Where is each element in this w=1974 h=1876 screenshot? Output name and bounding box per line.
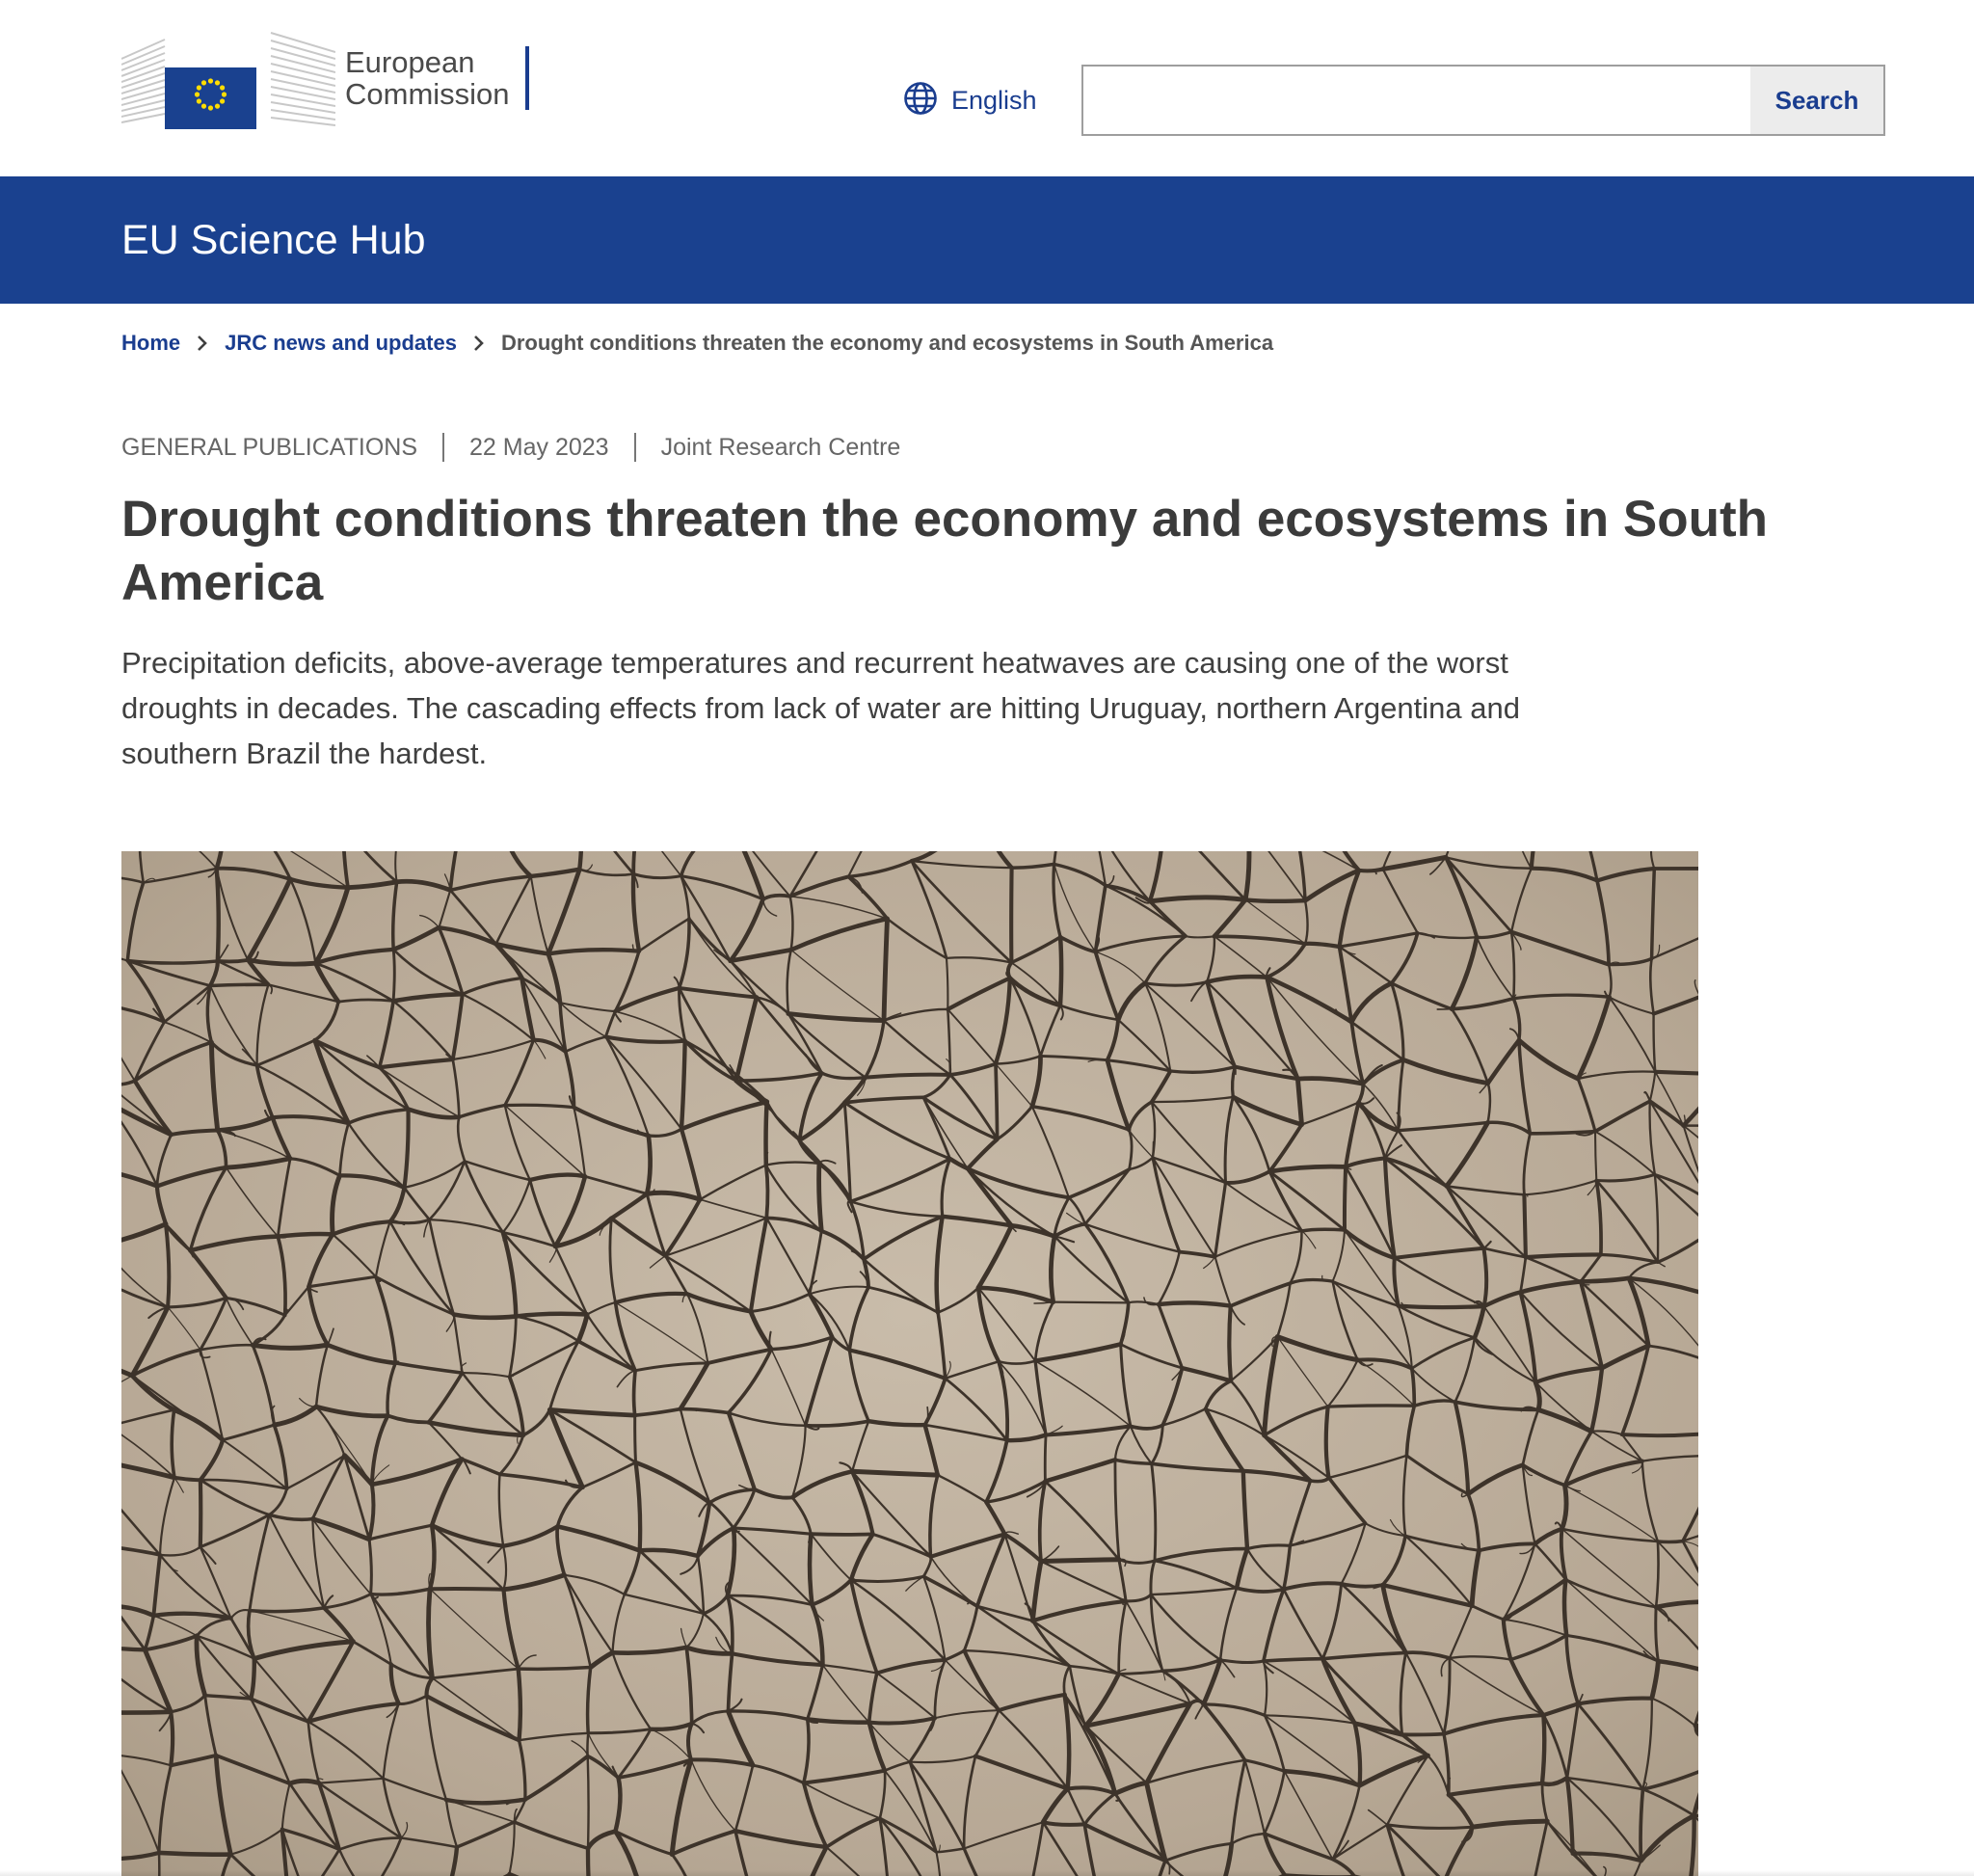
meta-divider bbox=[442, 433, 444, 462]
article-lead: Precipitation deficits, above-average temperatures and recurrent heatwaves are causing one of the worst droughts in decades. The cascading effects from lack of water are hitting Uruguay, northern Argentina and southern Brazil the hardest. bbox=[121, 646, 1520, 770]
soil-crack bbox=[1399, 1306, 1484, 1307]
chevron-right-icon bbox=[472, 334, 486, 353]
article-category: GENERAL PUBLICATIONS bbox=[121, 433, 418, 461]
soil-crack bbox=[1153, 1142, 1154, 1158]
soil-crack bbox=[121, 1712, 171, 1713]
article-meta bbox=[121, 432, 900, 463]
site-name[interactable]: EU Science Hub bbox=[121, 216, 426, 263]
breadcrumb-jrc-news[interactable]: JRC news and updates bbox=[225, 331, 457, 355]
search-button[interactable]: Search bbox=[1750, 67, 1883, 134]
soil-crack bbox=[1542, 1715, 1544, 1783]
soil-crack bbox=[430, 1589, 503, 1590]
soil-crack bbox=[1302, 1229, 1346, 1231]
breadcrumb-home[interactable]: Home bbox=[121, 331, 181, 355]
language-selector[interactable] bbox=[903, 81, 1037, 120]
soil-crack bbox=[503, 1232, 504, 1240]
soil-crack bbox=[1054, 1302, 1129, 1303]
soil-crack bbox=[516, 1314, 587, 1317]
hero-image-cracked-soil bbox=[121, 851, 1698, 1876]
search-input[interactable] bbox=[1083, 67, 1750, 134]
logo-line-2: Commission bbox=[345, 77, 510, 111]
soil-crack bbox=[1658, 1541, 1683, 1542]
soil-crack bbox=[210, 984, 268, 985]
soil-crack bbox=[159, 1853, 230, 1855]
soil-crack bbox=[1041, 1560, 1119, 1562]
soil-crack bbox=[588, 1756, 589, 1849]
soil-crack bbox=[171, 1712, 173, 1766]
language-label: English bbox=[951, 85, 1037, 115]
site-header bbox=[0, 0, 1974, 176]
soil-crack bbox=[217, 869, 219, 961]
article-author: Joint Research Centre bbox=[660, 433, 901, 461]
soil-crack bbox=[1524, 1194, 1526, 1257]
page-title: Drought conditions threaten the economy and ecosystems in South America bbox=[121, 491, 1768, 611]
soil-crack bbox=[1229, 1306, 1231, 1381]
soil-crack bbox=[757, 998, 758, 1000]
soil-crack bbox=[519, 1668, 591, 1670]
european-commission-logo[interactable] bbox=[121, 25, 536, 131]
soil-crack bbox=[1045, 1435, 1046, 1482]
soil-crack bbox=[290, 1781, 319, 1783]
globe-icon bbox=[903, 81, 938, 121]
soil-crack bbox=[1328, 1406, 1415, 1407]
soil-crack bbox=[218, 960, 248, 962]
chevron-right-icon bbox=[196, 334, 209, 353]
breadcrumb bbox=[121, 328, 1273, 359]
soil-crack bbox=[635, 1415, 636, 1462]
soil-crack bbox=[1655, 1072, 1698, 1074]
soil-crack bbox=[766, 1166, 768, 1219]
soil-crack bbox=[634, 1371, 636, 1415]
soil-crack bbox=[278, 1234, 333, 1237]
search-form bbox=[1081, 65, 1885, 136]
soil-crack bbox=[1245, 899, 1305, 900]
meta-divider bbox=[634, 433, 636, 462]
soil-crack bbox=[393, 950, 394, 1001]
article-date: 22 May 2023 bbox=[469, 433, 609, 461]
soil-crack bbox=[519, 1669, 520, 1740]
logo-line-1: European bbox=[345, 45, 475, 79]
soil-crack bbox=[587, 1733, 588, 1756]
soil-crack bbox=[1345, 1166, 1346, 1230]
soil-crack bbox=[1402, 1734, 1444, 1735]
soil-crack bbox=[1235, 1067, 1236, 1075]
soil-crack bbox=[1564, 1580, 1566, 1636]
breadcrumb-current: Drought conditions threaten the economy and ecosystems in South America bbox=[500, 331, 1274, 355]
soil-crack bbox=[579, 851, 581, 870]
page-bottom-shade bbox=[0, 1870, 1974, 1876]
soil-crack bbox=[174, 1478, 200, 1480]
soil-crack bbox=[811, 1534, 872, 1535]
logo-wordmark bbox=[345, 46, 529, 110]
soil-crack bbox=[996, 1064, 998, 1139]
soil-crack bbox=[1060, 937, 1061, 1005]
soil-crack bbox=[819, 1164, 822, 1231]
site-name-bar bbox=[0, 176, 1974, 304]
soil-crack bbox=[810, 1534, 813, 1605]
commission-building-icon bbox=[121, 25, 335, 131]
